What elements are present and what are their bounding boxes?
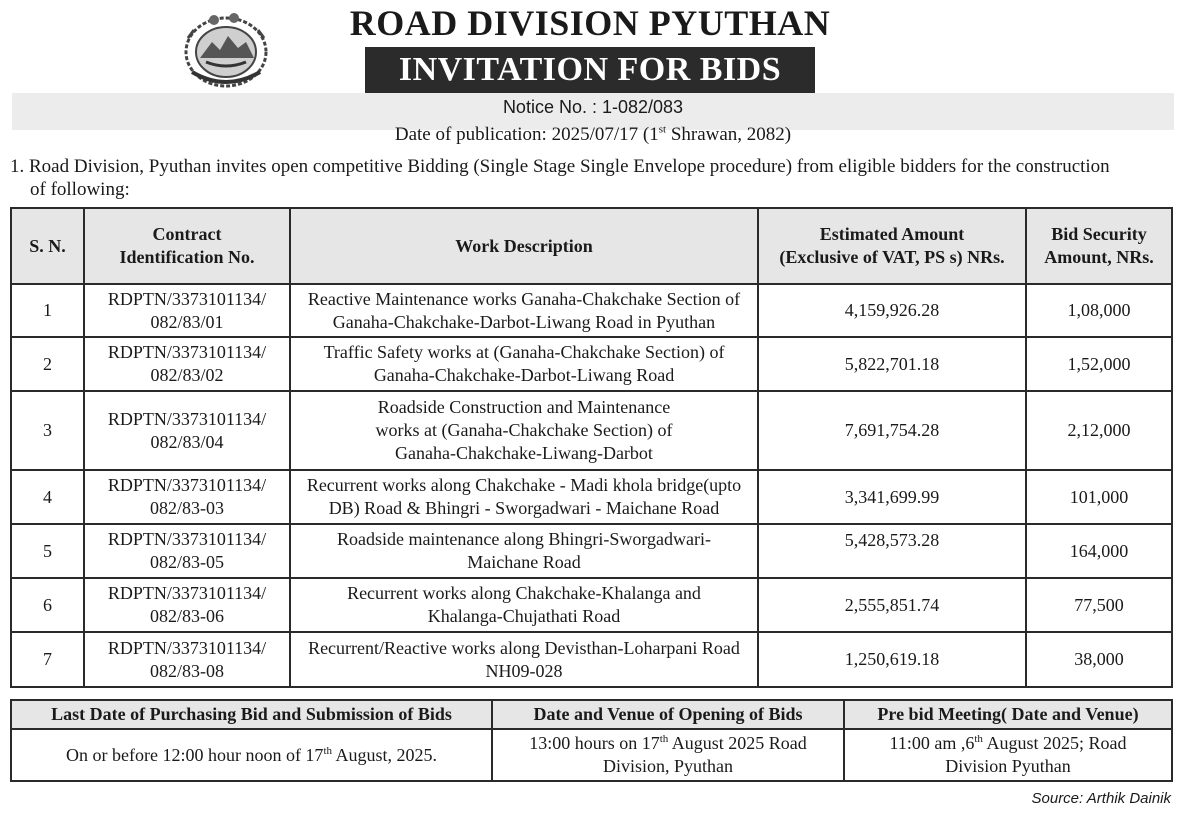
schedule-values-row bbox=[11, 729, 1172, 781]
pre-bid-meeting-details: 11:00 am ,6th August 2025; Road Division Pyuthan bbox=[844, 729, 1172, 781]
row-sn: 6 bbox=[11, 578, 84, 632]
row-bid-security: 38,000 bbox=[1026, 632, 1172, 687]
row-sn: 1 bbox=[11, 284, 84, 337]
row-contract-id: RDPTN/3373101134/ 082/83/04 bbox=[84, 391, 290, 470]
invitation-banner: INVITATION FOR BIDS bbox=[365, 47, 815, 93]
header-bid-opening: Date and Venue of Opening of Bids bbox=[492, 700, 844, 729]
row-bid-security: 101,000 bbox=[1026, 470, 1172, 524]
row-contract-id: RDPTN/3373101134/ 082/83/02 bbox=[84, 337, 290, 391]
row-description: Reactive Maintenance works Ganaha-Chakchake Section of Ganaha-Chakchake-Darbot-Liwang Road in Pyuthan bbox=[290, 284, 758, 337]
publication-date: Date of publication: 2025/07/17 (1st Shrawan, 2082) bbox=[394, 123, 792, 145]
row-estimated-amount: 5,822,701.18 bbox=[758, 337, 1026, 391]
header-contract-id: Contract Identification No. bbox=[84, 208, 290, 284]
government-emblem-icon bbox=[178, 8, 274, 90]
row-description: Recurrent/Reactive works along Devisthan-Loharpani Road NH09-028 bbox=[290, 632, 758, 687]
row-bid-security: 2,12,000 bbox=[1026, 391, 1172, 470]
header-pre-bid-meeting: Pre bid Meeting( Date and Venue) bbox=[844, 700, 1172, 729]
row-bid-security: 164,000 bbox=[1026, 524, 1172, 578]
row-estimated-amount: 2,555,851.74 bbox=[758, 578, 1026, 632]
table-row bbox=[11, 470, 1172, 524]
notice-number: Notice No. : 1-082/083 bbox=[502, 97, 684, 117]
table-header-row bbox=[11, 208, 1172, 284]
row-sn: 2 bbox=[11, 337, 84, 391]
row-bid-security: 77,500 bbox=[1026, 578, 1172, 632]
row-contract-id: RDPTN/3373101134/ 082/83-06 bbox=[84, 578, 290, 632]
row-bid-security: 1,52,000 bbox=[1026, 337, 1172, 391]
row-bid-security: 1,08,000 bbox=[1026, 284, 1172, 337]
table-row bbox=[11, 578, 1172, 632]
row-sn: 4 bbox=[11, 470, 84, 524]
header-sn: S. N. bbox=[11, 208, 84, 284]
row-estimated-amount: 7,691,754.28 bbox=[758, 391, 1026, 470]
row-estimated-amount: 4,159,926.28 bbox=[758, 284, 1026, 337]
row-contract-id: RDPTN/3373101134/ 082/83/01 bbox=[84, 284, 290, 337]
table-row bbox=[11, 284, 1172, 337]
submission-deadline: On or before 12:00 hour noon of 17th August, 2025. bbox=[11, 729, 492, 781]
bid-schedule-table bbox=[10, 699, 1173, 782]
bid-opening-details: 13:00 hours on 17th August 2025 Road Division, Pyuthan bbox=[492, 729, 844, 781]
bids-table bbox=[10, 207, 1173, 688]
table-row bbox=[11, 632, 1172, 687]
row-estimated-amount: 5,428,573.28 bbox=[758, 524, 1026, 578]
row-sn: 3 bbox=[11, 391, 84, 470]
table-row bbox=[11, 524, 1172, 578]
row-description: Traffic Safety works at (Ganaha-Chakchake Section) of Ganaha-Chakchake-Darbot-Liwang Road bbox=[290, 337, 758, 391]
header-estimated-amount: Estimated Amount (Exclusive of VAT, PS s) NRs. bbox=[758, 208, 1026, 284]
row-description: Recurrent works along Chakchake - Madi khola bridge(upto DB) Road & Bhingri - Sworgadwari - Maichane Road bbox=[290, 470, 758, 524]
row-description: Roadside Construction and Maintenance works at (Ganaha-Chakchake Section) of Ganaha-Chakchake-Liwang-Darbot bbox=[290, 391, 758, 470]
table-row bbox=[11, 337, 1172, 391]
source-credit: Source: Arthik Dainik bbox=[1031, 790, 1171, 807]
row-contract-id: RDPTN/3373101134/ 082/83-08 bbox=[84, 632, 290, 687]
row-sn: 7 bbox=[11, 632, 84, 687]
intro-line-1: 1. Road Division, Pyuthan invites open competitive Bidding (Single Stage Single Envelope procedure) from eligible bidders for the construction bbox=[10, 156, 1110, 177]
intro-line-2: of following: bbox=[30, 179, 130, 200]
row-contract-id: RDPTN/3373101134/ 082/83-05 bbox=[84, 524, 290, 578]
row-estimated-amount: 3,341,699.99 bbox=[758, 470, 1026, 524]
row-sn: 5 bbox=[11, 524, 84, 578]
row-estimated-amount: 1,250,619.18 bbox=[758, 632, 1026, 687]
schedule-header-row bbox=[11, 700, 1172, 729]
row-contract-id: RDPTN/3373101134/ 082/83-03 bbox=[84, 470, 290, 524]
row-description: Roadside maintenance along Bhingri-Sworgadwari- Maichane Road bbox=[290, 524, 758, 578]
organization-title: ROAD DIVISION PYUTHAN bbox=[349, 3, 831, 43]
table-row bbox=[11, 391, 1172, 470]
row-description: Recurrent works along Chakchake-Khalanga and Khalanga-Chujathati Road bbox=[290, 578, 758, 632]
header-work-description: Work Description bbox=[290, 208, 758, 284]
header-submission-deadline: Last Date of Purchasing Bid and Submission of Bids bbox=[11, 700, 492, 729]
header-bid-security: Bid Security Amount, NRs. bbox=[1026, 208, 1172, 284]
intro-paragraph bbox=[10, 155, 1175, 201]
